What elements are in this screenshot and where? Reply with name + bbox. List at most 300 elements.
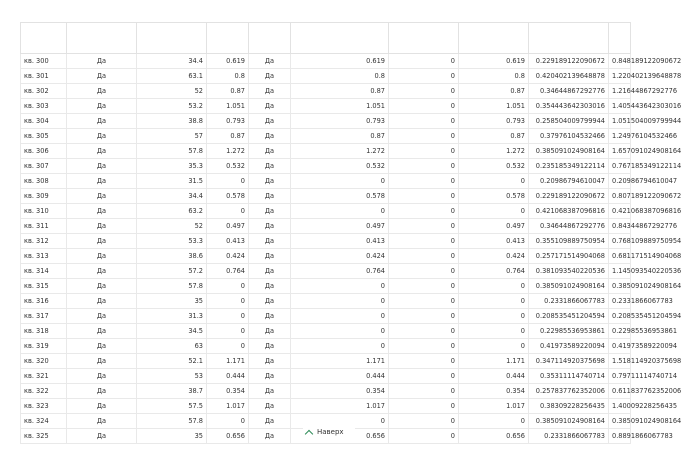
- table-cell: Да: [67, 279, 137, 294]
- table-cell: кв. 320: [21, 354, 67, 369]
- table-cell: 0.793: [459, 114, 529, 129]
- table-cell: Да: [249, 414, 291, 429]
- table-cell: 34.5: [137, 324, 207, 339]
- table-cell: кв. 324: [21, 414, 67, 429]
- table-cell: 0.8: [459, 69, 529, 84]
- column-header: [529, 23, 609, 54]
- table-cell: кв. 305: [21, 129, 67, 144]
- table-cell: 0.413: [459, 234, 529, 249]
- table-cell: 0: [389, 279, 459, 294]
- table-cell: Да: [249, 234, 291, 249]
- table-cell: Да: [67, 414, 137, 429]
- table-cell: 0.38309228256435: [529, 399, 609, 414]
- chevron-up-icon: [305, 429, 313, 437]
- table-cell: 0: [389, 174, 459, 189]
- table-cell: 0: [389, 414, 459, 429]
- table-cell: 0.793: [207, 114, 249, 129]
- table-row: [21, 324, 631, 339]
- table-cell: 0.257837762352006: [529, 384, 609, 399]
- table-cell: 0.2331866067783: [529, 429, 609, 444]
- table-cell: Да: [67, 309, 137, 324]
- table-cell: 57.8: [137, 279, 207, 294]
- table-cell: Да: [67, 339, 137, 354]
- apartments-table: [20, 22, 681, 444]
- table-cell: кв. 314: [21, 264, 67, 279]
- table-cell: 0.497: [459, 219, 529, 234]
- scroll-to-top-label: Наверх: [317, 428, 344, 436]
- table-cell: 1.24976104532466: [609, 129, 631, 144]
- column-header: [67, 23, 137, 54]
- table-cell: 0.578: [459, 189, 529, 204]
- table-cell: 0: [291, 414, 389, 429]
- table-cell: 0.208535451204594: [609, 309, 631, 324]
- table-cell: Да: [67, 324, 137, 339]
- table-cell: Да: [67, 159, 137, 174]
- table-cell: 0.619: [207, 54, 249, 69]
- table-cell: Да: [249, 249, 291, 264]
- table-cell: 35: [137, 429, 207, 444]
- table-cell: 0.381093540220536: [529, 264, 609, 279]
- table-cell: 0: [389, 114, 459, 129]
- table-row: [21, 99, 631, 114]
- table-cell: 0: [291, 279, 389, 294]
- table-cell: 0.385091024908164: [609, 279, 631, 294]
- table-cell: 0.424: [291, 249, 389, 264]
- table-cell: 0: [291, 339, 389, 354]
- table-cell: 1.272: [207, 144, 249, 159]
- table-cell: 1.171: [291, 354, 389, 369]
- table-cell: 1.21644867292776: [609, 84, 631, 99]
- table-cell: 35: [137, 294, 207, 309]
- table-cell: 0.656: [291, 429, 389, 444]
- table-cell: 0: [389, 84, 459, 99]
- table-cell: кв. 303: [21, 99, 67, 114]
- table-cell: 0: [389, 144, 459, 159]
- table-cell: Да: [249, 99, 291, 114]
- table-row: [21, 399, 631, 414]
- table-cell: кв. 319: [21, 339, 67, 354]
- table-cell: Да: [67, 294, 137, 309]
- table-cell: 0.793: [291, 114, 389, 129]
- table-cell: 0: [389, 249, 459, 264]
- table-cell: Да: [249, 264, 291, 279]
- table-cell: Да: [67, 129, 137, 144]
- table-cell: 0.656: [459, 429, 529, 444]
- table-cell: кв. 313: [21, 249, 67, 264]
- table-cell: 0.347114920375698: [529, 354, 609, 369]
- table-cell: 52: [137, 84, 207, 99]
- table-cell: 0.22985536953861: [529, 324, 609, 339]
- table-cell: 0: [389, 159, 459, 174]
- table-cell: 1.518114920375698: [609, 354, 631, 369]
- table-cell: 0: [207, 294, 249, 309]
- table-cell: кв. 311: [21, 219, 67, 234]
- table-cell: кв. 309: [21, 189, 67, 204]
- column-header: [249, 23, 291, 54]
- table-row: [21, 309, 631, 324]
- table-cell: 0: [389, 189, 459, 204]
- table-cell: 0.87: [291, 84, 389, 99]
- table-cell: 0.34644867292776: [529, 84, 609, 99]
- table-cell: 0: [389, 429, 459, 444]
- table-cell: 0.79711114740714: [609, 369, 631, 384]
- table-cell: 0.497: [207, 219, 249, 234]
- table-cell: 0.2331866067783: [609, 294, 631, 309]
- table-cell: 0.421068387096816: [609, 204, 631, 219]
- table-body: [21, 54, 681, 444]
- table-cell: 1.017: [459, 399, 529, 414]
- table-cell: 0: [459, 204, 529, 219]
- table-cell: 38.8: [137, 114, 207, 129]
- table-cell: Да: [249, 354, 291, 369]
- table-cell: кв. 325: [21, 429, 67, 444]
- table-cell: Да: [67, 84, 137, 99]
- table-cell: 0: [459, 294, 529, 309]
- table-cell: 0.2331866067783: [529, 294, 609, 309]
- table-cell: Да: [67, 99, 137, 114]
- table-cell: 0.354: [291, 384, 389, 399]
- table-cell: 0: [389, 339, 459, 354]
- table-cell: кв. 308: [21, 174, 67, 189]
- column-header: [207, 23, 249, 54]
- table-cell: 0: [207, 339, 249, 354]
- table-row: [21, 339, 631, 354]
- table-cell: 0.257171514904068: [529, 249, 609, 264]
- table-cell: 0.8891866067783: [609, 429, 631, 444]
- table-cell: Да: [67, 204, 137, 219]
- table-cell: 0: [389, 99, 459, 114]
- table-cell: 0: [389, 264, 459, 279]
- table-cell: 0.807189122090672: [609, 189, 631, 204]
- table-cell: 0.420402139648878: [529, 69, 609, 84]
- table-cell: 1.171: [459, 354, 529, 369]
- table-cell: кв. 307: [21, 159, 67, 174]
- table-cell: 0.87: [207, 129, 249, 144]
- table-cell: 0.656: [207, 429, 249, 444]
- table-cell: 57.2: [137, 264, 207, 279]
- table-row: [21, 279, 631, 294]
- table-cell: Да: [67, 174, 137, 189]
- data-table-viewport: [20, 22, 681, 440]
- table-row: [21, 294, 631, 309]
- table-cell: 0.532: [459, 159, 529, 174]
- table-cell: 1.051: [291, 99, 389, 114]
- table-cell: 0.385091024908164: [609, 414, 631, 429]
- table-cell: 0.84344867292776: [609, 219, 631, 234]
- table-cell: 0.768109889750954: [609, 234, 631, 249]
- table-cell: кв. 318: [21, 324, 67, 339]
- scroll-to-top-button[interactable]: [303, 425, 355, 439]
- table-cell: 0.258504009799944: [529, 114, 609, 129]
- table-cell: кв. 310: [21, 204, 67, 219]
- table-cell: Да: [249, 369, 291, 384]
- table-row: [21, 354, 631, 369]
- table-cell: Да: [249, 159, 291, 174]
- table-cell: 0.8: [207, 69, 249, 84]
- table-cell: кв. 322: [21, 384, 67, 399]
- table-cell: Да: [67, 69, 137, 84]
- table-cell: 1.017: [207, 399, 249, 414]
- column-header: [389, 23, 459, 54]
- table-cell: 0.354443642303016: [529, 99, 609, 114]
- table-cell: 0.20986794610047: [609, 174, 631, 189]
- table-cell: 0.87: [459, 84, 529, 99]
- table-header-row: [21, 23, 631, 54]
- table-cell: Да: [249, 279, 291, 294]
- table-cell: 0.22985536953861: [609, 324, 631, 339]
- table-cell: 63: [137, 339, 207, 354]
- table-row: [21, 174, 631, 189]
- table-cell: 0: [389, 384, 459, 399]
- table-cell: 0.385091024908164: [529, 144, 609, 159]
- table-cell: 0: [389, 204, 459, 219]
- table-cell: 0.532: [291, 159, 389, 174]
- table-cell: 0: [389, 294, 459, 309]
- table-cell: 0: [389, 324, 459, 339]
- table-row: [21, 219, 631, 234]
- table-cell: 0: [389, 219, 459, 234]
- table-cell: Да: [249, 129, 291, 144]
- table-cell: 0: [389, 309, 459, 324]
- table-cell: 0: [207, 324, 249, 339]
- table-cell: 0.41973589220094: [529, 339, 609, 354]
- table-cell: 38.6: [137, 249, 207, 264]
- table-cell: Да: [249, 339, 291, 354]
- table-cell: 1.405443642303016: [609, 99, 631, 114]
- table-cell: 0.385091024908164: [529, 414, 609, 429]
- table-cell: Да: [67, 54, 137, 69]
- table-cell: 0.764: [459, 264, 529, 279]
- table-cell: 0.424: [459, 249, 529, 264]
- table-cell: 0.8: [291, 69, 389, 84]
- table-cell: 34.4: [137, 189, 207, 204]
- table-row: [21, 129, 631, 144]
- table-cell: 38.7: [137, 384, 207, 399]
- table-cell: Да: [67, 354, 137, 369]
- table-cell: 0.681171514904068: [609, 249, 631, 264]
- table-cell: Да: [249, 54, 291, 69]
- table-cell: Да: [67, 219, 137, 234]
- table-cell: 0.444: [291, 369, 389, 384]
- table-cell: 1.272: [459, 144, 529, 159]
- table-cell: 1.051504009799944: [609, 114, 631, 129]
- table-cell: 0.413: [291, 234, 389, 249]
- table-row: [21, 369, 631, 384]
- table-cell: 0: [291, 204, 389, 219]
- table-cell: 0.619: [459, 54, 529, 69]
- table-cell: кв. 306: [21, 144, 67, 159]
- table-cell: Да: [249, 69, 291, 84]
- table-cell: 0: [389, 369, 459, 384]
- table-cell: 1.657091024908164: [609, 144, 631, 159]
- table-cell: кв. 304: [21, 114, 67, 129]
- table-cell: Да: [249, 204, 291, 219]
- table-cell: 0: [389, 54, 459, 69]
- table-cell: Да: [249, 309, 291, 324]
- column-header: [21, 23, 67, 54]
- table-cell: 0.444: [459, 369, 529, 384]
- table-row: [21, 54, 631, 69]
- table-row: [21, 144, 631, 159]
- table-row: [21, 189, 631, 204]
- table-cell: 0.424: [207, 249, 249, 264]
- table-cell: Да: [249, 189, 291, 204]
- table-cell: 0: [459, 279, 529, 294]
- table-cell: 0.87: [207, 84, 249, 99]
- table-cell: 0: [207, 204, 249, 219]
- table-cell: кв. 301: [21, 69, 67, 84]
- table-cell: Да: [67, 249, 137, 264]
- table-cell: Да: [67, 384, 137, 399]
- table-cell: 0.34644867292776: [529, 219, 609, 234]
- table-cell: Да: [249, 144, 291, 159]
- table-cell: 0.444: [207, 369, 249, 384]
- table-row: [21, 159, 631, 174]
- table-cell: 57: [137, 129, 207, 144]
- table-cell: 53.3: [137, 234, 207, 249]
- table-cell: 1.017: [291, 399, 389, 414]
- table-cell: 0.497: [291, 219, 389, 234]
- table-cell: 63.2: [137, 204, 207, 219]
- table-cell: 0.235185349122114: [529, 159, 609, 174]
- table-cell: 0.354: [207, 384, 249, 399]
- table-cell: 0.413: [207, 234, 249, 249]
- table-cell: 0: [459, 339, 529, 354]
- table-cell: 0.229189122090672: [529, 189, 609, 204]
- table-cell: 0.578: [291, 189, 389, 204]
- table-cell: кв. 321: [21, 369, 67, 384]
- table-cell: 1.40009228256435: [609, 399, 631, 414]
- table-cell: 0.611837762352006: [609, 384, 631, 399]
- table-cell: кв. 316: [21, 294, 67, 309]
- table-cell: 0.20986794610047: [529, 174, 609, 189]
- table-cell: 0.385091024908164: [529, 279, 609, 294]
- table-cell: кв. 302: [21, 84, 67, 99]
- table-cell: 0.354: [459, 384, 529, 399]
- table-cell: Да: [67, 189, 137, 204]
- table-cell: Да: [249, 219, 291, 234]
- table-row: [21, 249, 631, 264]
- table-cell: 0.619: [291, 54, 389, 69]
- table-cell: 53: [137, 369, 207, 384]
- table-cell: 57.8: [137, 414, 207, 429]
- table-cell: 0.421068387096816: [529, 204, 609, 219]
- table-cell: 53.2: [137, 99, 207, 114]
- table-cell: 0.41973589220094: [609, 339, 631, 354]
- table-cell: Да: [249, 84, 291, 99]
- table-cell: 31.3: [137, 309, 207, 324]
- table-row: [21, 384, 631, 399]
- table-cell: 0.87: [459, 129, 529, 144]
- table-cell: 34.4: [137, 54, 207, 69]
- table-cell: 0.37976104532466: [529, 129, 609, 144]
- table-cell: 1.051: [459, 99, 529, 114]
- table-cell: 57.8: [137, 144, 207, 159]
- table-cell: 0.355109889750954: [529, 234, 609, 249]
- table-cell: 0: [389, 354, 459, 369]
- table-cell: 0: [291, 174, 389, 189]
- table-cell: 0.35311114740714: [529, 369, 609, 384]
- table-cell: Да: [249, 294, 291, 309]
- table-row: [21, 114, 631, 129]
- table-cell: 0: [389, 399, 459, 414]
- table-cell: Да: [249, 429, 291, 444]
- table-cell: Да: [67, 144, 137, 159]
- table-cell: 52.1: [137, 354, 207, 369]
- table-cell: 0: [459, 174, 529, 189]
- table-cell: Да: [67, 264, 137, 279]
- table-cell: Да: [249, 174, 291, 189]
- table-cell: 1.272: [291, 144, 389, 159]
- table-cell: Да: [249, 384, 291, 399]
- table-cell: Да: [67, 234, 137, 249]
- table-cell: кв. 300: [21, 54, 67, 69]
- table-cell: 0: [207, 309, 249, 324]
- table-cell: 0: [291, 324, 389, 339]
- table-cell: 0: [291, 309, 389, 324]
- column-header: [609, 23, 631, 54]
- table-cell: 1.145093540220536: [609, 264, 631, 279]
- table-cell: 1.220402139648878: [609, 69, 631, 84]
- table-cell: 0.208535451204594: [529, 309, 609, 324]
- table-cell: 57.5: [137, 399, 207, 414]
- table-cell: Да: [67, 399, 137, 414]
- table-cell: 0: [389, 129, 459, 144]
- table-cell: Да: [67, 114, 137, 129]
- table-cell: Да: [249, 114, 291, 129]
- table-cell: 0: [459, 414, 529, 429]
- table-cell: 0: [207, 174, 249, 189]
- table-cell: 0.848189122090672: [609, 54, 631, 69]
- table-cell: 0: [291, 294, 389, 309]
- table-cell: 0: [207, 414, 249, 429]
- table-cell: Да: [67, 369, 137, 384]
- table-cell: Да: [67, 429, 137, 444]
- table-cell: Да: [249, 399, 291, 414]
- table-cell: 0: [459, 309, 529, 324]
- table-row: [21, 234, 631, 249]
- table-cell: кв. 317: [21, 309, 67, 324]
- table-row: [21, 84, 631, 99]
- table-cell: кв. 323: [21, 399, 67, 414]
- table-cell: кв. 312: [21, 234, 67, 249]
- table-cell: 0.87: [291, 129, 389, 144]
- table-row: [21, 264, 631, 279]
- table-cell: 35.3: [137, 159, 207, 174]
- table-cell: 31.5: [137, 174, 207, 189]
- table-cell: 0: [389, 69, 459, 84]
- table-row: [21, 69, 631, 84]
- column-header: [459, 23, 529, 54]
- table-cell: 0.767185349122114: [609, 159, 631, 174]
- table-cell: 0: [459, 324, 529, 339]
- column-header: [137, 23, 207, 54]
- table-cell: 0: [207, 279, 249, 294]
- table-row: [21, 204, 631, 219]
- table-cell: кв. 315: [21, 279, 67, 294]
- table-cell: 1.171: [207, 354, 249, 369]
- table-cell: 0: [389, 234, 459, 249]
- table-cell: 0.532: [207, 159, 249, 174]
- table-cell: 1.051: [207, 99, 249, 114]
- table-cell: 0.229189122090672: [529, 54, 609, 69]
- table-cell: 0.764: [291, 264, 389, 279]
- table-cell: Да: [249, 324, 291, 339]
- table-cell: 0.578: [207, 189, 249, 204]
- table-cell: 63.1: [137, 69, 207, 84]
- column-header: [291, 23, 389, 54]
- table-cell: 52: [137, 219, 207, 234]
